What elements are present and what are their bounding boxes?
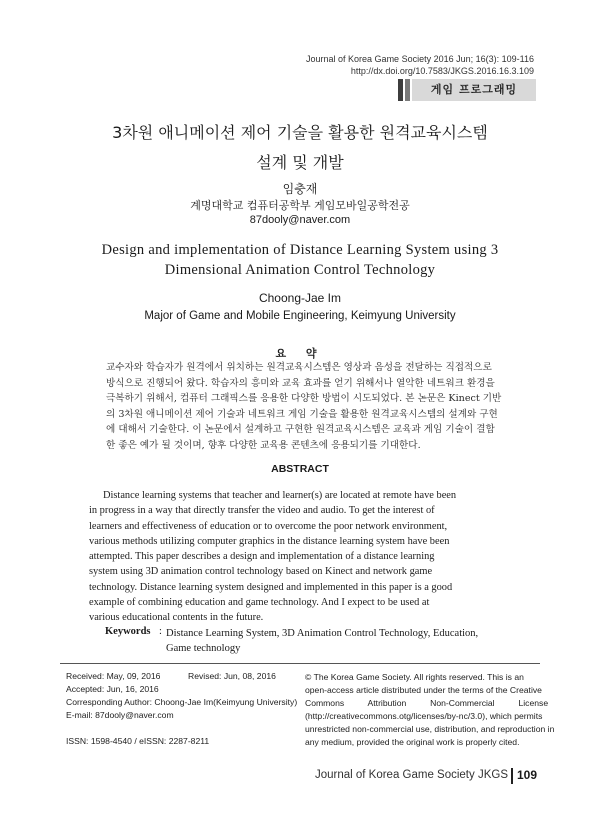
accepted-date: Accepted: Jun, 16, 2016 bbox=[66, 684, 159, 694]
korean-abstract-line: 에 대해서 기술한다. 이 논문에서 설계하고 구현한 원격교육시스템은 교육과 게임 기술이 결합 bbox=[106, 424, 495, 435]
corresponding-email[interactable]: E-mail: 87dooly@naver.com bbox=[66, 710, 174, 720]
received-date: Received: May, 09, 2016 bbox=[66, 671, 161, 681]
korean-abstract-line: 한 좋은 예가 될 것이며, 향후 다양한 교육용 콘텐츠에 응용되기를 기대한다. bbox=[106, 439, 421, 451]
english-abstract-line: example of combining education and game technology. And I expect to be used at bbox=[89, 597, 430, 609]
english-title-line-2: Dimensional Animation Control Technology bbox=[164, 262, 436, 278]
english-title-line-1: Design and implementation of Distance Learning System using 3 bbox=[101, 242, 499, 258]
license-line: any medium, provided the original work is properly cited. bbox=[305, 737, 520, 747]
license-line: Commons Attribution Non-Commercial License bbox=[305, 698, 549, 708]
keywords-colon: : bbox=[159, 626, 162, 637]
author-email[interactable]: 87dooly@naver.com bbox=[249, 214, 351, 226]
license-line: open-access article distributed under the terms of the Creative bbox=[305, 685, 542, 695]
english-abstract-line: various educational contents in the future. bbox=[89, 612, 264, 624]
english-abstract-body bbox=[89, 488, 514, 626]
license-line: unrestricted non-commercial use, distribution, and reproduction in bbox=[305, 724, 555, 734]
english-abstract-line: technology. Distance learning system designed and implemented in this paper is a good bbox=[89, 581, 453, 593]
keywords-line-1: Distance Learning System, 3D Animation Control Technology, Education, bbox=[166, 628, 479, 639]
keywords-list bbox=[166, 626, 516, 656]
keywords-label: Keywords bbox=[105, 626, 151, 637]
corresponding-author: Corresponding Author: Choong-Jae Im(Keimyung University) bbox=[66, 697, 298, 707]
korean-title-line-2: 설계 및 개발 bbox=[256, 153, 344, 172]
license-line: (http://creativecommons.otg/licenses/by-nc/3.0), which permits bbox=[305, 711, 543, 721]
korean-abstract-heading: 요 약 bbox=[275, 347, 325, 360]
journal-citation: Journal of Korea Game Society 2016 Jun; 16(3): 109-116 bbox=[306, 54, 534, 64]
issn: ISSN: 1598-4540 / eISSN: 2287-8211 bbox=[66, 736, 210, 746]
category-label: 게임 프로그래밍 bbox=[412, 79, 536, 101]
revised-date: Revised: Jun, 08, 2016 bbox=[188, 671, 276, 681]
english-abstract-line: Distance learning systems that teacher and learner(s) are located at remote have been bbox=[103, 490, 457, 501]
metadata-divider bbox=[60, 663, 540, 664]
english-abstract-line: learners and effectiveness of education or to overcome the poor network environment, bbox=[89, 520, 448, 532]
category-accent-light bbox=[405, 79, 410, 101]
korean-abstract-line: 의 3차원 애니메이션 제어 기술과 네트워크 게임 기술을 활용한 원격교육시스템의 설계와 구현 bbox=[106, 408, 498, 420]
korean-title-line-1: 3차원 애니메이션 제어 기술을 활용한 원격교육시스템 bbox=[112, 123, 488, 142]
english-abstract-line: system using 3D animation control technology based on Kinect and network game bbox=[89, 566, 433, 578]
page-number: 109 bbox=[517, 768, 538, 782]
footer-journal-name: Journal of Korea Game Society JKGS bbox=[314, 769, 508, 781]
doi-link[interactable]: http://dx.doi.org/10.7583/JKGS.2016.16.3.109 bbox=[350, 66, 534, 76]
korean-abstract-line: 방식으로 진행되어 왔다. 학습자의 흥미와 교육 효과를 얻기 위해서나 열악한 네트워크 환경을 bbox=[106, 377, 495, 389]
footer-separator bbox=[511, 768, 513, 784]
license-line: © The Korea Game Society. All rights reserved. This is an bbox=[305, 672, 524, 682]
english-abstract-heading: ABSTRACT bbox=[271, 463, 329, 475]
keywords-line-2: Game technology bbox=[166, 643, 241, 654]
korean-author-name: 임충재 bbox=[282, 182, 318, 196]
korean-author-affiliation: 계명대학교 컴퓨터공학부 게임모바일공학전공 bbox=[190, 199, 410, 212]
korean-abstract-line: 교수자와 학습자가 원격에서 위치하는 원격교육시스템은 영상과 음성을 전달하는 직접적으로 bbox=[106, 362, 492, 373]
english-author-name: Choong-Jae Im bbox=[258, 291, 342, 305]
category-accent-dark bbox=[398, 79, 403, 101]
english-abstract-line: attempted. This paper describes a design and implementation of a distance learning bbox=[89, 551, 435, 563]
english-abstract-line: in progress in a way that directly transfer the video and audio. To get the interest of bbox=[89, 505, 435, 517]
korean-abstract-line: 극복하기 위해서, 컴퓨터 그래픽스를 응용한 다양한 방법이 시도되었다. 본 논문은 Kinect 기반 bbox=[106, 393, 502, 404]
english-abstract-line: various methods utilizing computer graphics in the distance learning system have been bbox=[89, 535, 450, 547]
korean-abstract-body bbox=[106, 360, 504, 453]
english-author-affiliation: Major of Game and Mobile Engineering, Keimyung University bbox=[144, 310, 456, 322]
license-notice bbox=[305, 671, 555, 749]
